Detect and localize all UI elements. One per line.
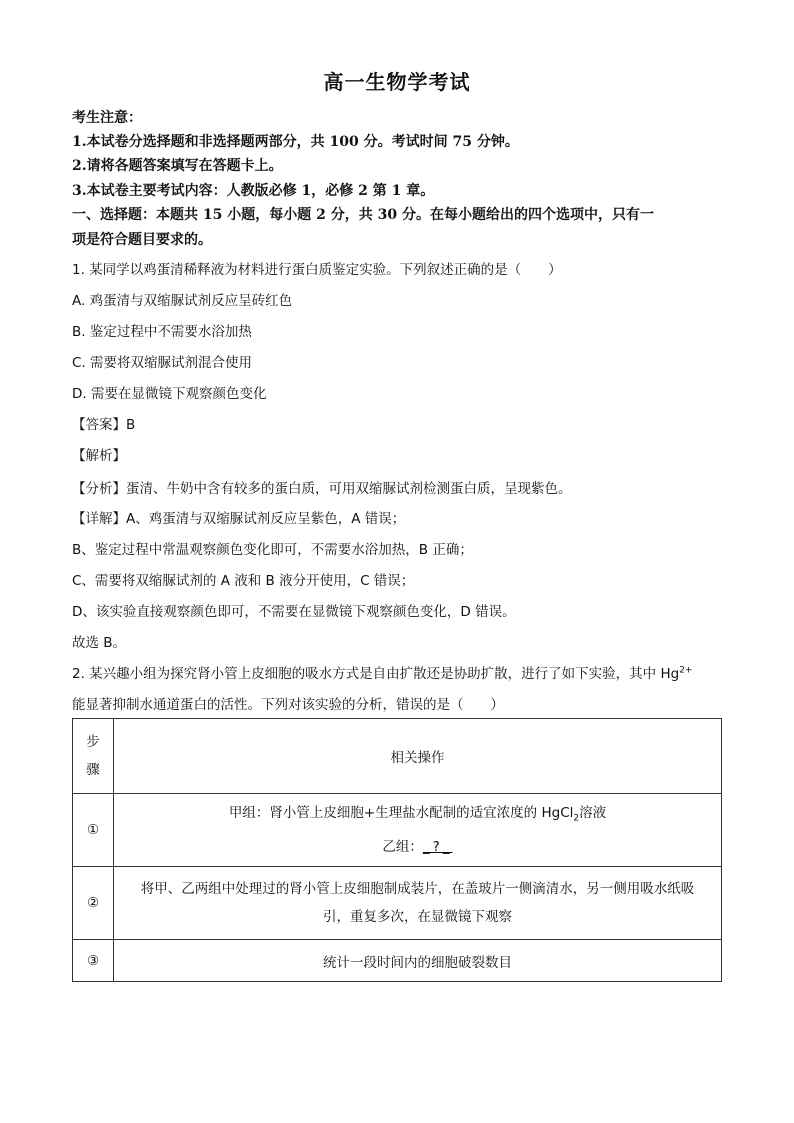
step-operation-line bbox=[114, 799, 721, 833]
question-1-option-d: D. 需要在显微镜下观察颜色变化 bbox=[72, 386, 267, 402]
step-number: ② bbox=[73, 867, 114, 940]
question-1-option-c: C. 需要将双缩脲试剂混合使用 bbox=[72, 355, 253, 371]
header-operation-cell: 相关操作 bbox=[114, 719, 722, 794]
step-operation-text: 溶液 bbox=[579, 805, 607, 822]
question-1-analysis-label: 【解析】 bbox=[72, 448, 126, 464]
table-row bbox=[73, 794, 722, 867]
question-1-option-a: A. 鸡蛋清与双缩脲试剂反应呈砖红色 bbox=[72, 293, 293, 309]
question-1-xiangjie-c: C、需要将双缩脲试剂的 A 液和 B 液分开使用，C 错误； bbox=[72, 573, 415, 589]
page-title: 高一生物学考试 bbox=[323, 70, 471, 94]
section-heading-line-2: 项是符合题目要求的。 bbox=[72, 232, 212, 248]
step-operation bbox=[114, 794, 722, 867]
step-number: ③ bbox=[73, 940, 114, 982]
header-step-char-2: 骤 bbox=[86, 762, 100, 778]
question-1-answer: 【答案】B bbox=[72, 417, 136, 433]
notice-item-3: 3.本试卷主要考试内容：人教版必修 1，必修 2 第 1 章。 bbox=[72, 183, 435, 199]
question-1-xiangjie-d: D、该实验直接观察颜色即可，不需要在显微镜下观察颜色变化，D 错误。 bbox=[72, 604, 516, 620]
notice-item-2: 2.请将各题答案填写在答题卡上。 bbox=[72, 158, 283, 174]
question-1-stem: 1. 某同学以鸡蛋清稀释液为材料进行蛋白质鉴定实验。下列叙述正确的是（ ） bbox=[72, 262, 562, 278]
question-2-stem-line-2: 能显著抑制水通道蛋白的活性。下列对该实验的分析，错误的是（ ） bbox=[72, 697, 504, 713]
step-operation-line: 引，重复多次，在显微镜下观察 bbox=[323, 909, 512, 925]
step-operation: 统计一段时间内的细胞破裂数目 bbox=[114, 940, 722, 982]
question-2-stem-text: 2. 某兴趣小组为探究肾小管上皮细胞的吸水方式是自由扩散还是协助扩散，进行了如下实验，其中 Hg bbox=[72, 666, 680, 682]
question-1-fenxi: 【分析】蛋清、牛奶中含有较多的蛋白质，可用双缩脲试剂检测蛋白质，呈现紫色。 bbox=[72, 481, 572, 497]
header-step-char-1: 步 bbox=[86, 734, 100, 750]
step-operation bbox=[114, 867, 722, 940]
header-step-cell bbox=[73, 719, 114, 794]
question-2-ion-charge: 2+ bbox=[679, 665, 693, 676]
step-operation-text: 乙组： bbox=[382, 838, 423, 855]
question-1-xiangjie-b: B、鉴定过程中常温观察颜色变化即可，不需要水浴加热，B 正确； bbox=[72, 542, 473, 558]
table-header-row bbox=[73, 719, 722, 794]
notice-heading: 考生注意： bbox=[72, 110, 142, 126]
step-operation-line bbox=[114, 833, 721, 861]
procedure-table bbox=[72, 718, 722, 982]
question-1-xiangjie-a: 【详解】A、鸡蛋清与双缩脲试剂反应呈紫色，A 错误； bbox=[72, 511, 406, 527]
formula-subscript: 2 bbox=[573, 813, 580, 824]
step-operation-text: 甲组：肾小管上皮细胞+生理盐水配制的适宜浓度的 HgCl bbox=[228, 805, 574, 822]
step-operation-line: 将甲、乙两组中处理过的肾小管上皮细胞制成装片，在盖玻片一侧滴清水，另一侧用吸水纸吸 bbox=[140, 881, 695, 897]
question-1-conclusion: 故选 B。 bbox=[72, 635, 127, 651]
section-heading-line-1: 一、选择题：本题共 15 小题，每小题 2 分，共 30 分。在每小题给出的四个选项中，只有一 bbox=[72, 207, 654, 223]
table-row bbox=[73, 867, 722, 940]
table-row bbox=[73, 940, 722, 982]
step-number: ① bbox=[73, 794, 114, 867]
notice-item-1: 1.本试卷分选择题和非选择题两部分，共 100 分。考试时间 75 分钟。 bbox=[72, 134, 519, 150]
question-1-option-b: B. 鉴定过程中不需要水浴加热 bbox=[72, 324, 252, 340]
fill-blank: _?_ bbox=[422, 838, 453, 855]
question-2-stem-line-1 bbox=[72, 662, 692, 682]
